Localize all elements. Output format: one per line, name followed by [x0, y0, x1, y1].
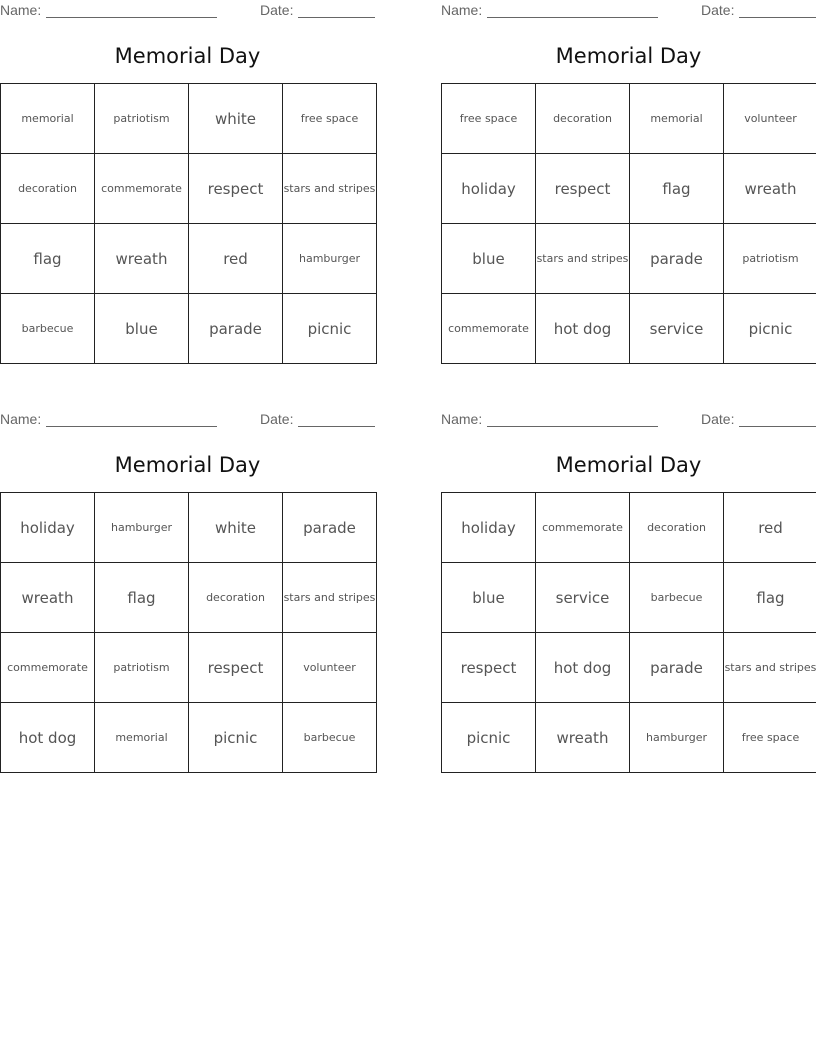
- grid-cell: patriotism: [95, 84, 189, 154]
- grid-cell: flag: [95, 563, 189, 633]
- grid-cell: decoration: [536, 84, 630, 154]
- date-field[interactable]: [298, 17, 375, 18]
- date-label: Date:: [260, 411, 294, 427]
- grid-cell: respect: [189, 154, 283, 224]
- grid-cell: service: [536, 563, 630, 633]
- grid-cell: free space: [283, 84, 377, 154]
- grid-cell: stars and stripes: [536, 224, 630, 294]
- bingo-grid: [0, 83, 377, 364]
- grid-row: [442, 633, 816, 703]
- card-header: [0, 411, 375, 429]
- grid-row: [442, 224, 816, 294]
- grid-cell: barbecue: [630, 563, 724, 633]
- date-field[interactable]: [739, 17, 816, 18]
- grid-cell: respect: [189, 633, 283, 703]
- date-label: Date:: [701, 2, 735, 18]
- bingo-card: [441, 409, 816, 774]
- card-header: [441, 411, 816, 429]
- grid-row: [1, 493, 377, 563]
- card-header: [441, 2, 816, 20]
- grid-cell: picnic: [442, 703, 536, 773]
- grid-cell: picnic: [189, 703, 283, 773]
- name-label: Name:: [0, 2, 42, 18]
- grid-row: [1, 703, 377, 773]
- grid-row: [1, 294, 377, 364]
- grid-row: [1, 154, 377, 224]
- card-title: Memorial Day: [114, 44, 261, 68]
- grid-cell: red: [724, 493, 816, 563]
- grid-row: [1, 563, 377, 633]
- bingo-grid: [441, 492, 816, 773]
- name-field[interactable]: [46, 17, 217, 18]
- grid-cell: wreath: [536, 703, 630, 773]
- grid-cell: volunteer: [724, 84, 816, 154]
- name-field[interactable]: [487, 426, 658, 427]
- grid-cell: respect: [536, 154, 630, 224]
- grid-cell: parade: [630, 633, 724, 703]
- grid-cell: respect: [442, 633, 536, 703]
- bingo-card: [0, 409, 375, 774]
- card-title: Memorial Day: [555, 44, 702, 68]
- grid-cell: memorial: [1, 84, 95, 154]
- card-title: Memorial Day: [555, 453, 702, 477]
- grid-row: [1, 224, 377, 294]
- date-label: Date:: [260, 2, 294, 18]
- name-label: Name:: [0, 411, 42, 427]
- grid-cell: commemorate: [442, 294, 536, 364]
- bingo-grid: [0, 492, 377, 773]
- grid-row: [442, 154, 816, 224]
- grid-cell: parade: [630, 224, 724, 294]
- grid-cell: memorial: [95, 703, 189, 773]
- grid-cell: commemorate: [536, 493, 630, 563]
- grid-cell: barbecue: [1, 294, 95, 364]
- grid-cell: hot dog: [536, 633, 630, 703]
- grid-cell: red: [189, 224, 283, 294]
- grid-cell: blue: [95, 294, 189, 364]
- bingo-card: [441, 0, 816, 365]
- grid-cell: free space: [724, 703, 816, 773]
- grid-row: [442, 563, 816, 633]
- grid-cell: holiday: [1, 493, 95, 563]
- card-title: Memorial Day: [114, 453, 261, 477]
- name-field[interactable]: [487, 17, 658, 18]
- grid-cell: commemorate: [95, 154, 189, 224]
- name-label: Name:: [441, 2, 483, 18]
- grid-cell: picnic: [283, 294, 377, 364]
- grid-cell: memorial: [630, 84, 724, 154]
- grid-cell: picnic: [724, 294, 816, 364]
- grid-cell: holiday: [442, 493, 536, 563]
- name-label: Name:: [441, 411, 483, 427]
- date-field[interactable]: [739, 426, 816, 427]
- card-header: [0, 2, 375, 20]
- grid-cell: hamburger: [283, 224, 377, 294]
- bingo-grid: [441, 83, 816, 364]
- date-label: Date:: [701, 411, 735, 427]
- date-field[interactable]: [298, 426, 375, 427]
- grid-cell: volunteer: [283, 633, 377, 703]
- grid-row: [442, 703, 816, 773]
- grid-cell: decoration: [1, 154, 95, 224]
- grid-row: [442, 493, 816, 563]
- grid-cell: holiday: [442, 154, 536, 224]
- grid-cell: stars and stripes: [283, 563, 377, 633]
- grid-cell: blue: [442, 224, 536, 294]
- grid-cell: hamburger: [95, 493, 189, 563]
- grid-cell: free space: [442, 84, 536, 154]
- grid-cell: white: [189, 84, 283, 154]
- grid-row: [1, 84, 377, 154]
- grid-cell: stars and stripes: [724, 633, 816, 703]
- grid-cell: flag: [1, 224, 95, 294]
- grid-cell: patriotism: [724, 224, 816, 294]
- grid-cell: flag: [724, 563, 816, 633]
- grid-cell: blue: [442, 563, 536, 633]
- grid-cell: hot dog: [1, 703, 95, 773]
- grid-cell: hot dog: [536, 294, 630, 364]
- grid-cell: white: [189, 493, 283, 563]
- grid-row: [1, 633, 377, 703]
- grid-cell: parade: [283, 493, 377, 563]
- grid-cell: flag: [630, 154, 724, 224]
- grid-row: [442, 294, 816, 364]
- grid-cell: decoration: [189, 563, 283, 633]
- grid-row: [442, 84, 816, 154]
- grid-cell: decoration: [630, 493, 724, 563]
- name-field[interactable]: [46, 426, 217, 427]
- grid-cell: stars and stripes: [283, 154, 377, 224]
- grid-cell: hamburger: [630, 703, 724, 773]
- grid-cell: commemorate: [1, 633, 95, 703]
- grid-cell: parade: [189, 294, 283, 364]
- grid-cell: wreath: [1, 563, 95, 633]
- grid-cell: wreath: [724, 154, 816, 224]
- grid-cell: barbecue: [283, 703, 377, 773]
- bingo-card: [0, 0, 375, 365]
- grid-cell: service: [630, 294, 724, 364]
- grid-cell: wreath: [95, 224, 189, 294]
- grid-cell: patriotism: [95, 633, 189, 703]
